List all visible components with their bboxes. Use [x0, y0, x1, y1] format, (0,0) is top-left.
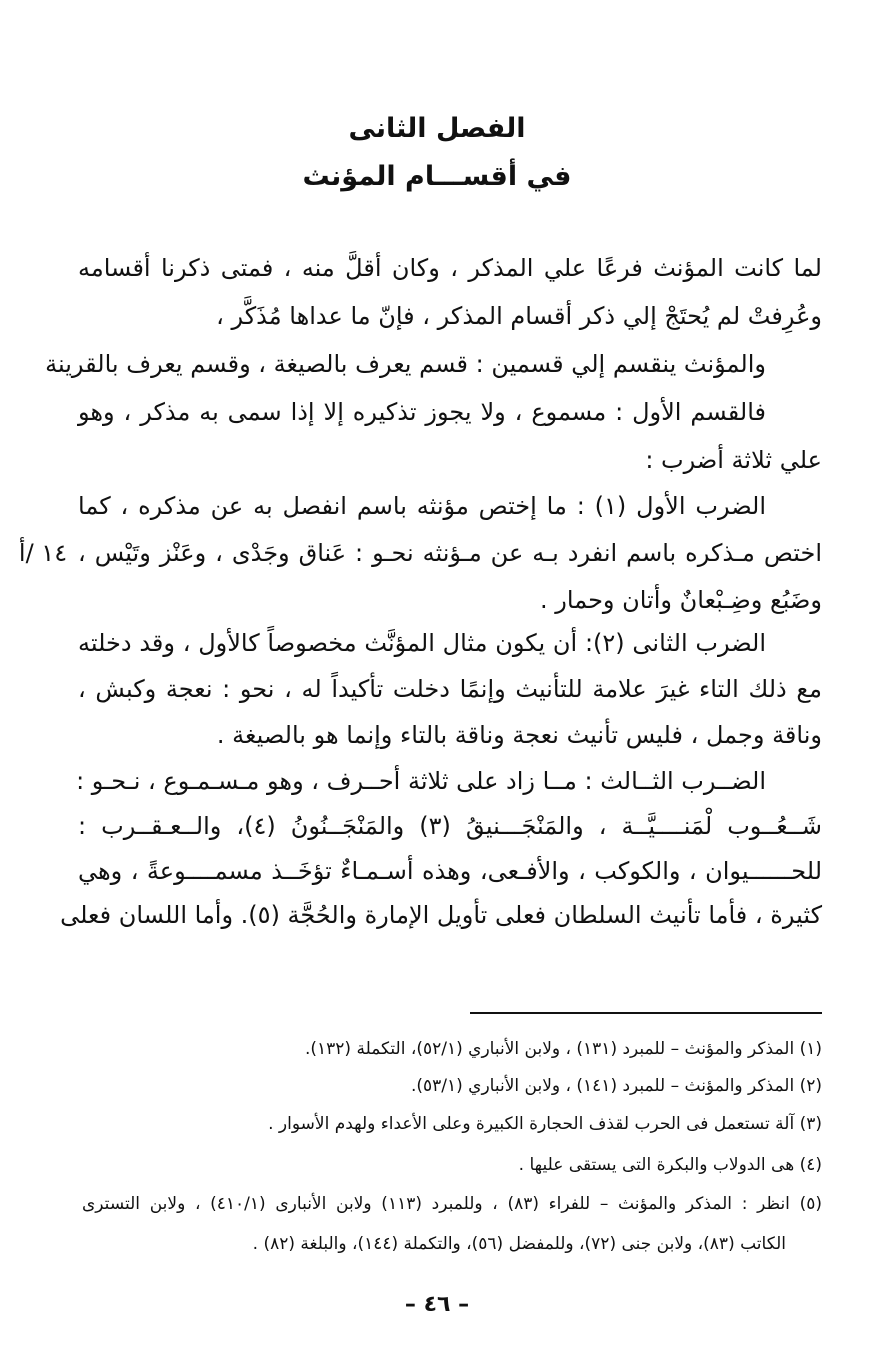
body-line: فالقسم الأول : مسموع ، ولا يجوز تذكيره إلا إذا سمى به مذكر ، وهو: [78, 398, 766, 426]
margin-folio-note: ١٤ /أ: [18, 539, 68, 567]
body-line: الضرب الأول (١) : ما إختص مؤنثه باسم انفصل به عن مذكره ، كما: [78, 492, 767, 520]
footnote: (٤) هى الدولاب والبكرة التى يستقى عليها .: [518, 1155, 822, 1175]
footnote-separator: [470, 1012, 822, 1014]
body-line: كثيرة ، فأما تأنيث السلطان فعلى تأويل الإمارة والحُجَّة (٥). وأما اللسان فعلى: [60, 901, 822, 929]
footnote-continuation: الكاتب (٨٣)، ولابن جنى (٧٢)، وللمفضل (٥٦)، والتكملة (١٤٤)، والبلغة (٨٢) .: [252, 1234, 786, 1254]
body-line: الضــرب الثــالث : مــا زاد على ثلاثة أحــرف ، وهو مـسـمـوع ، نـحـو :: [76, 767, 766, 795]
body-line: والمؤنث ينقسم إلي قسمين : قسم يعرف بالصيغة ، وقسم يعرف بالقرينة: [45, 350, 766, 378]
body-line: وضَبُع وضِـبْعانٌ وأتان وحمار .: [540, 586, 822, 614]
body-line: وعُرِفتْ لم يُحتَجْ إلي ذكر أقسام المذكر ، فإنّ ما عداها مُذَكَّر ،: [216, 302, 822, 330]
chapter-subtitle: في أقســـام المؤنث: [302, 161, 572, 192]
body-line: وناقة وجمل ، فليس تأنيث نعجة وناقة بالتاء وإنما هو بالصيغة .: [216, 721, 822, 749]
body-line: الضرب الثانى (٢): أن يكون مثال المؤنَّث مخصوصاً كالأول ، وقد دخلته: [78, 629, 766, 657]
body-line: شَــعُــوب لْمَنــــيَّــة ، والمَنْجَـــنيقُ (٣) والمَنْجَــنُونُ (٤)، والــعـقــرب :: [78, 812, 822, 840]
chapter-title: الفصل الثانى: [348, 113, 526, 144]
body-line: للحــــــيوان ، والكوكب ، والأفـعى، وهذه أسـمـاءٌ تؤخَــذ مسمــــوعةً ، وهي: [78, 857, 822, 885]
body-line: اختص مـذكره باسم انفرد بـه عن مـؤنثه نحـو : عَناق وجَدْى ، وعَنْز وتَيْس ،: [78, 539, 822, 567]
body-line: مع ذلك التاء غيرَ علامة للتأنيث وإنمًا دخلت تأكيداً له ، نحو : نعجة وكبش ،: [78, 675, 822, 703]
footnote: (١) المذكر والمؤنث – للمبرد (١٣١) ، ولابن الأنباري (٥٢/١)، التكملة (١٣٢).: [304, 1039, 822, 1059]
footnote: (٥) انظر : المذكر والمؤنث – للفراء (٨٣) ، وللمبرد (١١٣) ولابن الأنبارى (٤١٠/١) ، ولابن التسترى: [82, 1194, 823, 1214]
body-line: علي ثلاثة أضرب :: [645, 446, 822, 474]
footnote: (٣) آلة تستعمل فى الحرب لقذف الحجارة الكبيرة وعلى الأعداء ولهدم الأسوار .: [268, 1114, 822, 1134]
page-number: – ٤٦ –: [404, 1292, 470, 1317]
body-line: لما كانت المؤنث فرعًا علي المذكر ، وكان أقلَّ منه ، فمتى ذكرنا أقسامه: [78, 254, 822, 282]
footnote: (٢) المذكر والمؤنث – للمبرد (١٤١) ، ولابن الأنباري (٥٣/١).: [410, 1076, 822, 1096]
